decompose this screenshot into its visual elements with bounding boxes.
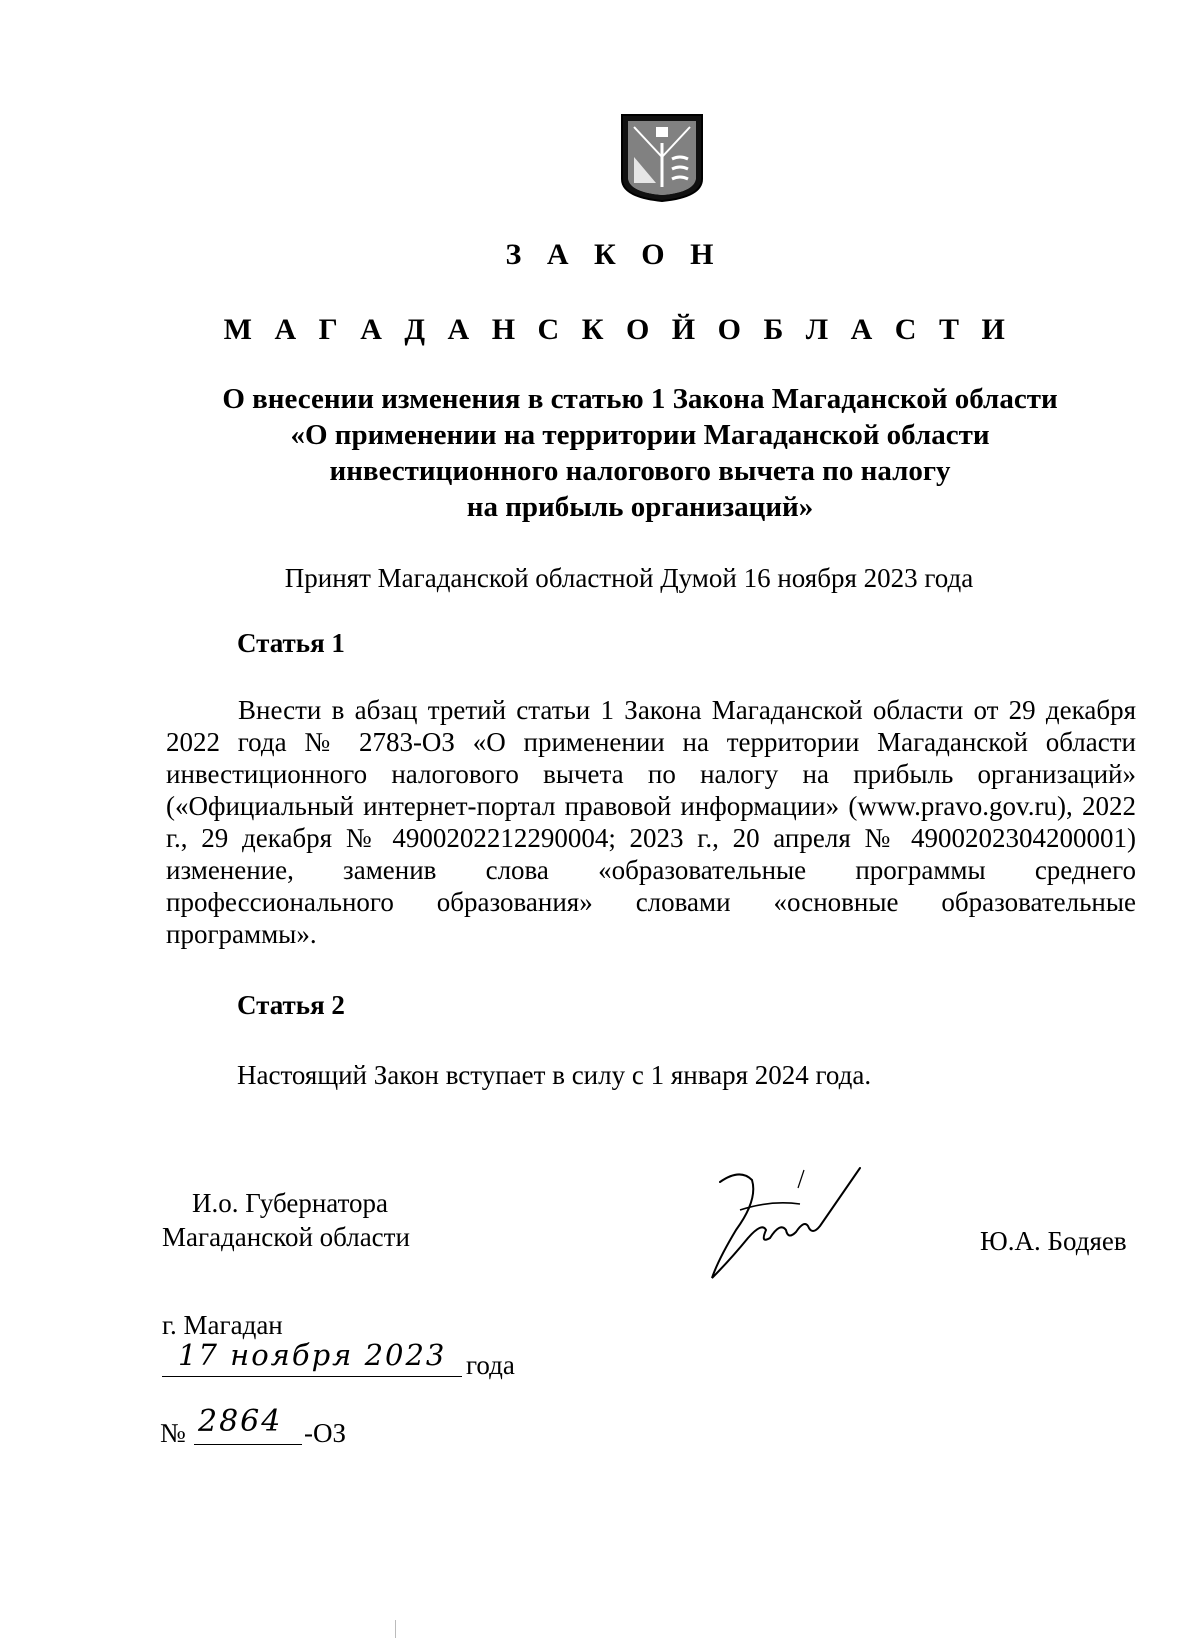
signature-icon bbox=[700, 1160, 880, 1290]
law-title bbox=[170, 381, 1110, 525]
article-2-body: Настоящий Закон вступает в силу с 1 января 2024 года. bbox=[237, 1060, 872, 1090]
signatory-position-line2: Магаданской области bbox=[162, 1222, 410, 1252]
law-title-line: «О применении на территории Магаданской области bbox=[290, 419, 990, 451]
article-1-body: Внести в абзац третий статьи 1 Закона Магаданской области от 29 декабря 2022 года № 2783-ОЗ «О применении на территории Магаданской области инвестиционного налогового вычета по налогу на прибыль организаций» («Официальный интернет-портал правовой информации» (www.pravo.gov.ru), 2022 г., 29 декабря № 4900202212290004; 2023 г., 20 апреля № 4900202304200001) изменение, заменив слова «образовательные программы среднего профессионального образования» словами «основные образовательные программы». bbox=[166, 695, 1136, 949]
signatory-position-line1: И.о. Губернатора bbox=[192, 1188, 389, 1218]
law-title-line: инвестиционного налогового вычета по налогу bbox=[329, 455, 951, 487]
handwritten-number: 2864 bbox=[198, 1404, 283, 1439]
number-underline bbox=[194, 1444, 302, 1445]
region-title: М А Г А Д А Н С К О Й О Б Л А С Т И bbox=[223, 313, 1013, 346]
document-title: З А К О Н bbox=[505, 238, 723, 271]
number-suffix: -ОЗ bbox=[304, 1418, 347, 1448]
signatory-name: Ю.А. Бодяев bbox=[980, 1226, 1127, 1256]
article-1-heading: Статья 1 bbox=[237, 628, 345, 658]
adoption-line: Принят Магаданской областной Думой 16 ноября 2023 года bbox=[284, 563, 974, 593]
number-prefix: № bbox=[160, 1418, 186, 1448]
scan-mark bbox=[395, 1620, 396, 1638]
date-underline bbox=[162, 1376, 462, 1377]
coat-of-arms-icon bbox=[620, 113, 704, 203]
handwritten-date: 17 ноября 2023 bbox=[178, 1338, 447, 1372]
article-2-heading: Статья 2 bbox=[237, 990, 345, 1020]
date-suffix: года bbox=[466, 1350, 515, 1380]
law-title-line: О внесении изменения в статью 1 Закона Магаданской области bbox=[222, 383, 1058, 415]
law-title-line: на прибыль организаций» bbox=[466, 491, 814, 523]
city-label: г. Магадан bbox=[162, 1310, 283, 1340]
